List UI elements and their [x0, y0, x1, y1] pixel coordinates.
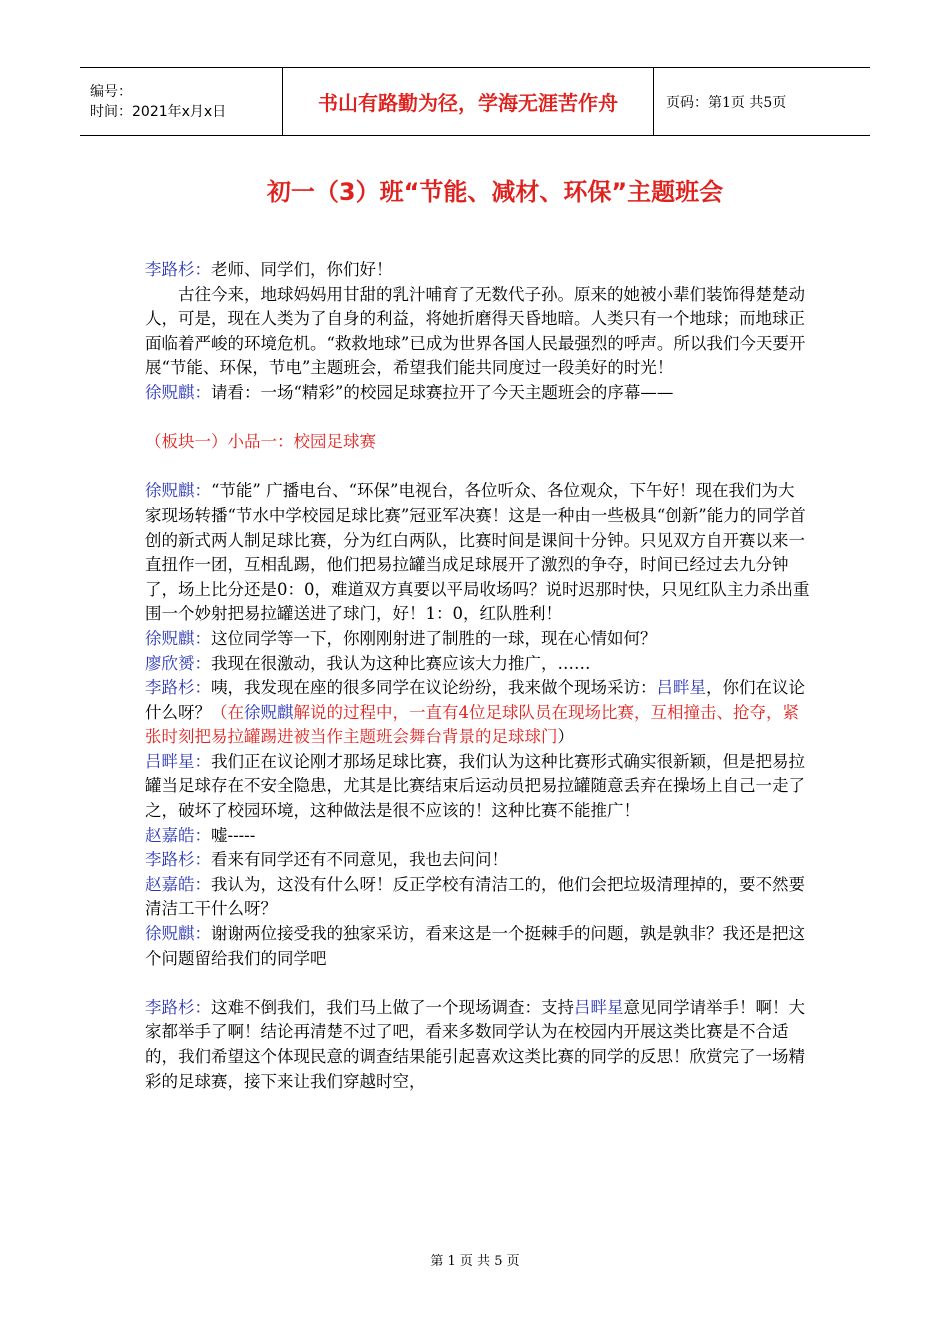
inline-name: 吕畔星 [656, 678, 706, 698]
paragraph [145, 824, 810, 849]
paragraph-text: 嘘----- [211, 825, 256, 845]
paragraph-text: 谢谢两位接受我的独家采访，看来这是一个挺棘手的问题，孰是孰非？我还是把这个问题留给我们的同学吧 [145, 924, 805, 968]
paragraph [145, 848, 810, 873]
header-meta [80, 68, 282, 135]
stage-direction: （在 [211, 702, 244, 722]
paragraph [145, 652, 810, 677]
speaker-name: 徐贶麒： [145, 382, 211, 402]
speaker-name: 李路杉： [145, 997, 211, 1017]
speaker-name: 赵嘉皓： [145, 874, 211, 894]
speaker-name: 徐贶麒： [145, 481, 211, 501]
paragraph-text: 咦，我发现在座的很多同学在议论纷纷，我来做个现场采访： [211, 678, 657, 698]
paragraph-text: ，你们在议论什么呀？ [145, 678, 805, 722]
speaker-name: 李路杉： [145, 850, 211, 870]
paragraph-text: 我们正在议论刚才那场足球比赛，我们认为这种比赛形式确实很新颖，但是把易拉罐当足球存在不安全隐患，尤其是比赛结束后运动员把易拉罐随意丢弃在操场上自己一走了之，破坏了校园环境，这种做法是很不应该的！这种比赛不能推广！ [145, 751, 805, 821]
paragraph-text: “节能” 广播电台、“环保”电视台，各位听众、各位观众，下午好！现在我们为大家现场转播“节水中学校园足球比赛”冠亚军决赛！这是一种由一些极具“创新”能力的同学首创的新式两人制足球比赛，分为红白两队，比赛时间是课间十分钟。只见双方自开赛以来一直扭作一团，互相乱踢，他们把易拉罐当成足球展开了激烈的争夺，时间已经过去九分钟了，场上比分还是0：0，难道双方真要以平局收场吗？说时迟那时快，只见红队主力杀出重围一个妙射把易拉罐送进了球门，好！1：0，红队胜利！ [145, 481, 810, 624]
number-label: 编号： [90, 83, 132, 100]
paragraph-text: 老师、同学们，你们好！ [211, 260, 393, 279]
paragraph [145, 873, 810, 922]
header-motto: 书山有路勤为径，学海无涯苦作舟 [282, 68, 654, 135]
paragraph-text: 我现在很激动，我认为这种比赛应该大力推广，…… [211, 653, 591, 673]
header-page-info: 页码：第1页 共5页 [666, 94, 787, 111]
paragraph-text: 请看：一场“精彩”的校园足球赛拉开了今天主题班会的序幕—— [211, 382, 674, 402]
inline-name: 吕畔星 [574, 997, 624, 1017]
paragraph-text: ） [557, 727, 574, 747]
speaker-name: 廖欣赟： [145, 653, 211, 673]
page-footer: 第 1 页 共 5 页 [430, 1254, 520, 1269]
paragraph [145, 627, 810, 652]
page-header [80, 67, 870, 136]
speaker-name: 徐贶麒： [145, 924, 211, 944]
speaker-name: 李路杉： [145, 678, 211, 698]
time-label: 时间：2021年x月x日 [90, 103, 227, 120]
speaker-name: 李路杉： [145, 260, 211, 279]
paragraph: 古往今来，地球妈妈用甘甜的乳汁哺育了无数代子孙。原来的她被小辈们装饰得楚楚动人，可是，现在人类为了自身的利益，将她折磨得天昏地暗。人类只有一个地球；而地球正面临着严峻的环境危机。“救救地球”已成为世界各国人民最强烈的呼声。所以我们今天要开展“节能、环保，节电”主题班会，希望我们能共同度过一段美好的时光！ [145, 284, 806, 378]
section-heading: （板块一）小品一：校园足球赛 [145, 432, 376, 452]
stage-direction: 解说的过程中，一直有4位足球队员在现场比赛，互相撞击、抢夺，紧张时刻把易拉罐踢进被当作主题班会舞台背景的足球球门 [145, 702, 799, 747]
speaker-name: 赵嘉皓： [145, 825, 211, 845]
document-title: 初一（3）班“节能、减材、环保”主题班会 [266, 178, 724, 206]
paragraph [145, 996, 810, 1094]
paragraph-text: 这位同学等一下，你刚刚射进了制胜的一球，现在心情如何？ [211, 628, 657, 648]
paragraph [145, 922, 810, 971]
paragraph [145, 258, 810, 283]
paragraph-text: 看来有同学还有不同意见，我也去问问！ [211, 850, 508, 870]
speaker-name: 徐贶麒： [145, 628, 211, 648]
paragraph [145, 676, 810, 750]
paragraph-text: 意见同学请举手！啊！大家都举手了啊！结论再清楚不过了吧，看来多数同学认为在校园内开展这类比赛是不合适的，我们希望这个体现民意的调查结果能引起喜欢这类比赛的同学的反思！欣赏完了一场精彩的足球赛，接下来让我们穿越时空， [145, 997, 805, 1091]
paragraph-text: 我认为，这没有什么呀！反正学校有清洁工的，他们会把垃圾清理掉的，要不然要清洁工干什么呀？ [145, 874, 805, 919]
paragraph [145, 381, 810, 406]
paragraph-text: 这难不倒我们，我们马上做了一个现场调查：支持 [211, 997, 574, 1017]
paragraph [145, 750, 810, 824]
speaker-name: 吕畔星： [145, 751, 211, 771]
paragraph [145, 479, 810, 627]
inline-name: 徐贶麒 [244, 702, 294, 722]
document-body [145, 258, 810, 1094]
